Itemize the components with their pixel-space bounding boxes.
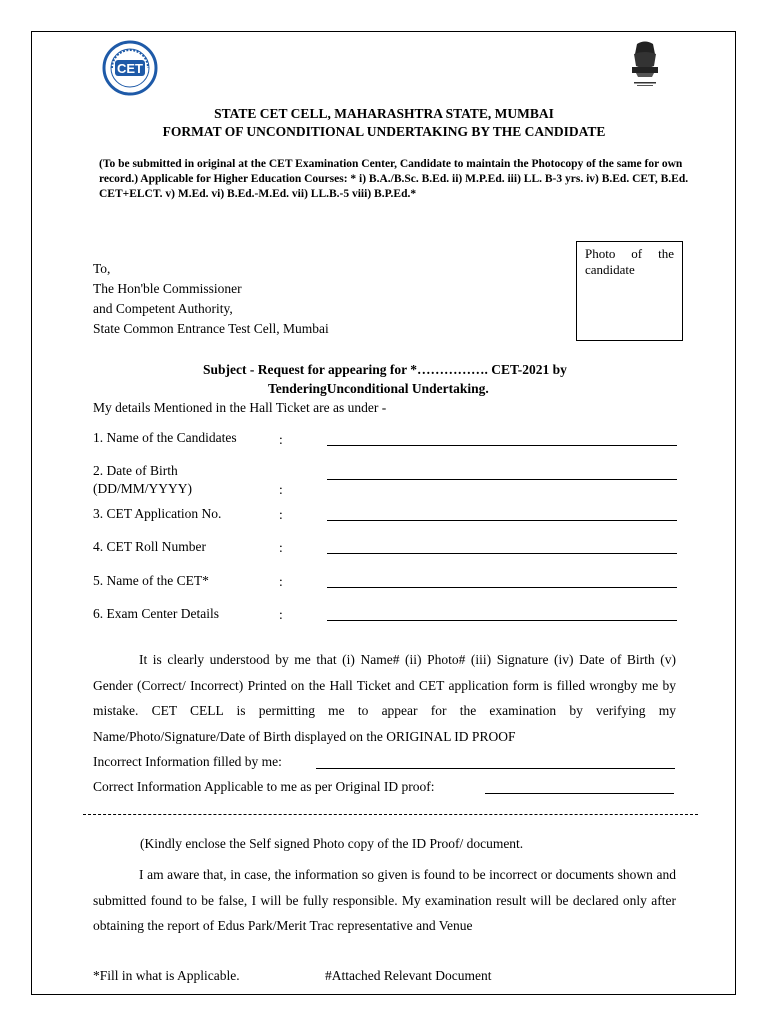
cet-name-field[interactable] <box>327 572 677 588</box>
photo-box[interactable]: Photo of the candidate <box>576 241 683 341</box>
enclose-note: (Kindly enclose the Self signed Photo copy of the ID Proof/ document. <box>140 836 524 851</box>
field-colon: : <box>279 482 283 497</box>
exam-center-field[interactable] <box>327 605 677 621</box>
field-colon: : <box>279 574 283 589</box>
address-line: State Common Entrance Test Cell, Mumbai <box>93 321 329 336</box>
dob-field[interactable] <box>327 464 677 480</box>
address-line: and Competent Authority, <box>93 301 233 316</box>
address-line: To, <box>93 261 111 276</box>
correct-info-field[interactable] <box>485 780 674 794</box>
title-main: STATE CET CELL, MAHARASHTRA STATE, MUMBAI <box>214 106 554 121</box>
state-emblem-icon <box>628 40 662 90</box>
field-label-application-no: 3. CET Application No. <box>93 506 222 521</box>
footer-note-applicable: *Fill in what is Applicable. <box>93 968 240 983</box>
field-colon: : <box>279 507 283 522</box>
field-colon: : <box>279 607 283 622</box>
field-label-dob: 2. Date of Birth <box>93 463 178 478</box>
subject-line: Subject - Request for appearing for *……………. CET-2021 by <box>203 362 567 377</box>
responsibility-paragraph: I am aware that, in case, the information so given is found to be incorrect or documents shown and submitted found to be false, I will be fully responsible. My examination result will be declared only after obtaining the report of Edus Park/Merit Trac representative and Venue <box>93 867 676 933</box>
application-no-field[interactable] <box>327 505 677 521</box>
address-line: The Hon'ble Commissioner <box>93 281 242 296</box>
declaration-paragraph: It is clearly understood by me that (i) Name# (ii) Photo# (iii) Signature (iv) Date of Birth (v) Gender (Correct/ Incorrect) Printed on the Hall Ticket and CET application form is filled wrongby me by mistake. CET CELL is permitting me to appear for the examination by verifying my Name/Photo/Signature/Date of Birth displayed on the ORIGINAL ID PROOF <box>93 652 676 744</box>
logo-text: CET <box>117 61 143 76</box>
details-intro: My details Mentioned in the Hall Ticket are as under - <box>93 400 387 415</box>
name-field[interactable] <box>327 430 677 446</box>
field-sublabel-dob: (DD/MM/YYYY) <box>93 481 192 496</box>
field-label-exam-center: 6. Exam Center Details <box>93 606 219 621</box>
address-block <box>93 259 329 339</box>
cet-logo <box>99 40 161 96</box>
correct-info-label: Correct Information Applicable to me as per Original ID proof: <box>93 779 435 794</box>
footer-note-attached: #Attached Relevant Document <box>325 968 492 983</box>
incorrect-info-label: Incorrect Information filled by me: <box>93 754 282 769</box>
field-label-name: 1. Name of the Candidates <box>93 430 237 445</box>
field-label-roll-number: 4. CET Roll Number <box>93 539 206 554</box>
divider <box>83 814 698 815</box>
subject-line-2: TenderingUnconditional Undertaking. <box>268 381 489 396</box>
field-colon: : <box>279 540 283 555</box>
field-label-cet-name: 5. Name of the CET* <box>93 573 209 588</box>
roll-number-field[interactable] <box>327 538 677 554</box>
incorrect-info-field[interactable] <box>316 755 675 769</box>
instructions-text: (To be submitted in original at the CET Examination Center, Candidate to maintain the Photocopy of the same for own record.) Applicable for Higher Education Courses: * i) B.A./B.Sc. B.Ed. ii) M.P.Ed. iii) LL. B-3 yrs. iv) B.Ed. CET, B.Ed. CET+ELCT. v) M.Ed. vi) B.Ed.-M.Ed. vii) LL.B.-5 viii) B.P.Ed.* <box>99 158 689 200</box>
field-colon: : <box>279 432 283 447</box>
title-sub: FORMAT OF UNCONDITIONAL UNDERTAKING BY THE CANDIDATE <box>162 124 606 139</box>
